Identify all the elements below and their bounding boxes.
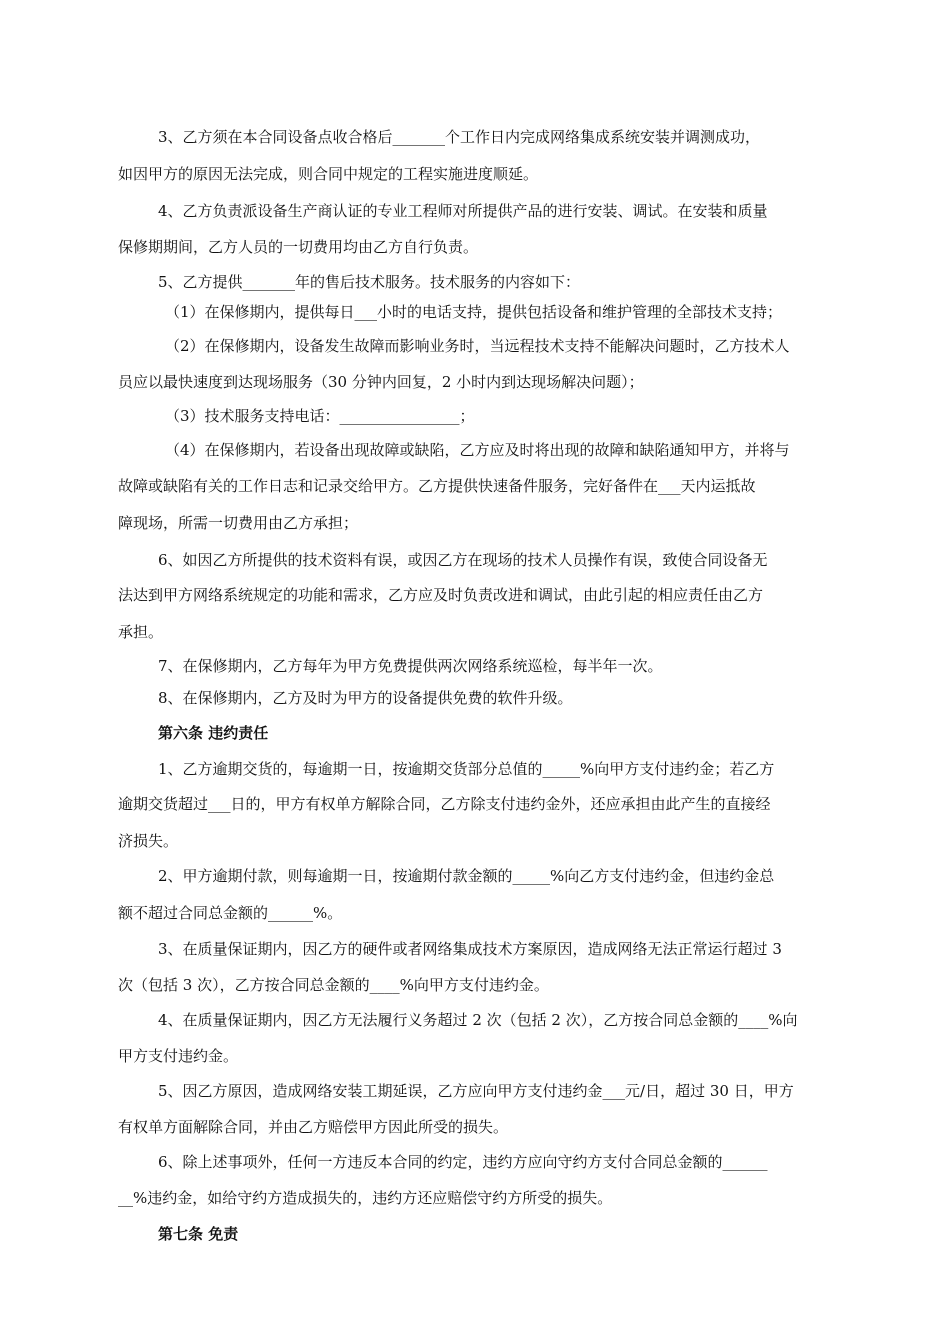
article-7-heading: 第七条 免责 [158, 1225, 239, 1243]
clause-6-6-line1: 6、除上述事项外，任何一方违反本合同的约定，违约方应向守约方支付合同总金额的______ [158, 1153, 768, 1171]
clause-5-7: 7、在保修期内，乙方每年为甲方免费提供两次网络系统巡检，每半年一次。 [158, 657, 663, 675]
article-6-heading: 第六条 违约责任 [158, 724, 269, 742]
clause-5-6-line3: 承担。 [118, 623, 164, 641]
clause-5-6-line2: 法达到甲方网络系统规定的功能和需求，乙方应及时负责改进和调试，由此引起的相应责任由乙方 [118, 586, 764, 604]
clause-5-6-line1: 6、如因乙方所提供的技术资料有误，或因乙方在现场的技术人员操作有误，致使合同设备无 [158, 551, 768, 569]
clause-6-3-line1: 3、在质量保证期内，因乙方的硬件或者网络集成技术方案原因，造成网络无法正常运行超过 3 [158, 940, 782, 958]
clause-6-1-line1: 1、乙方逾期交货的，每逾期一日，按逾期交货部分总值的_____%向甲方支付违约金；若乙方 [158, 760, 775, 778]
clause-6-5-line2: 有权单方面解除合同，并由乙方赔偿甲方因此所受的损失。 [118, 1118, 509, 1136]
clause-5-5-sub4-line1: （4）在保修期内，若设备出现故障或缺陷，乙方应及时将出现的故障和缺陷通知甲方，并将与 [165, 441, 790, 459]
clause-6-6-line2: __%违约金，如给守约方造成损失的，违约方还应赔偿守约方所受的损失。 [118, 1189, 613, 1207]
clause-5-4-line1: 4、乙方负责派设备生产商认证的专业工程师对所提供产品的进行安装、调试。在安装和质量 [158, 202, 768, 220]
clause-5-3-line1: 3、乙方须在本合同设备点收合格后_______个工作日内完成网络集成系统安装并调测成功， [158, 128, 761, 146]
clause-5-5-sub2-line1: （2）在保修期内，设备发生故障而影响业务时，当远程技术支持不能解决问题时，乙方技术人 [165, 337, 790, 355]
clause-5-5: 5、乙方提供_______年的售后技术服务。技术服务的内容如下： [158, 273, 581, 291]
clause-5-5-sub3: （3）技术服务支持电话：________________； [165, 407, 475, 425]
clause-5-8: 8、在保修期内，乙方及时为甲方的设备提供免费的软件升级。 [158, 689, 573, 707]
clause-6-2-line2: 额不超过合同总金额的______%。 [118, 904, 343, 922]
clause-6-4-line2: 甲方支付违约金。 [118, 1047, 239, 1065]
clause-6-3-line2: 次（包括 3 次），乙方按合同总金额的____%向甲方支付违约金。 [118, 976, 549, 994]
clause-6-1-line2: 逾期交货超过___日的，甲方有权单方解除合同，乙方除支付违约金外，还应承担由此产生的直接经 [118, 795, 771, 813]
clause-5-5-sub4-line3: 障现场，所需一切费用由乙方承担； [118, 514, 359, 532]
clause-6-1-line3: 济损失。 [118, 832, 179, 850]
clause-5-4-line2: 保修期期间，乙方人员的一切费用均由乙方自行负责。 [118, 238, 479, 256]
clause-5-5-sub1: （1）在保修期内，提供每日___小时的电话支持，提供包括设备和维护管理的全部技术支持； [165, 303, 783, 321]
clause-5-5-sub2-line2: 员应以最快速度到达现场服务（30 分钟内回复，2 小时内到达现场解决问题）； [118, 373, 644, 391]
clause-5-5-sub4-line2: 故障或缺陷有关的工作日志和记录交给甲方。乙方提供快速备件服务，完好备件在___天内运抵故 [118, 477, 756, 495]
clause-6-4-line1: 4、在质量保证期内，因乙方无法履行义务超过 2 次（包括 2 次），乙方按合同总金额的____%向 [158, 1011, 798, 1029]
clause-5-3-line2: 如因甲方的原因无法完成，则合同中规定的工程实施进度顺延。 [118, 165, 539, 183]
clause-6-5-line1: 5、因乙方原因，造成网络安装工期延误，乙方应向甲方支付违约金___元/日，超过 30 日，甲方 [158, 1082, 794, 1100]
clause-6-2-line1: 2、甲方逾期付款，则每逾期一日，按逾期付款金额的_____%向乙方支付违约金，但违约金总 [158, 867, 775, 885]
